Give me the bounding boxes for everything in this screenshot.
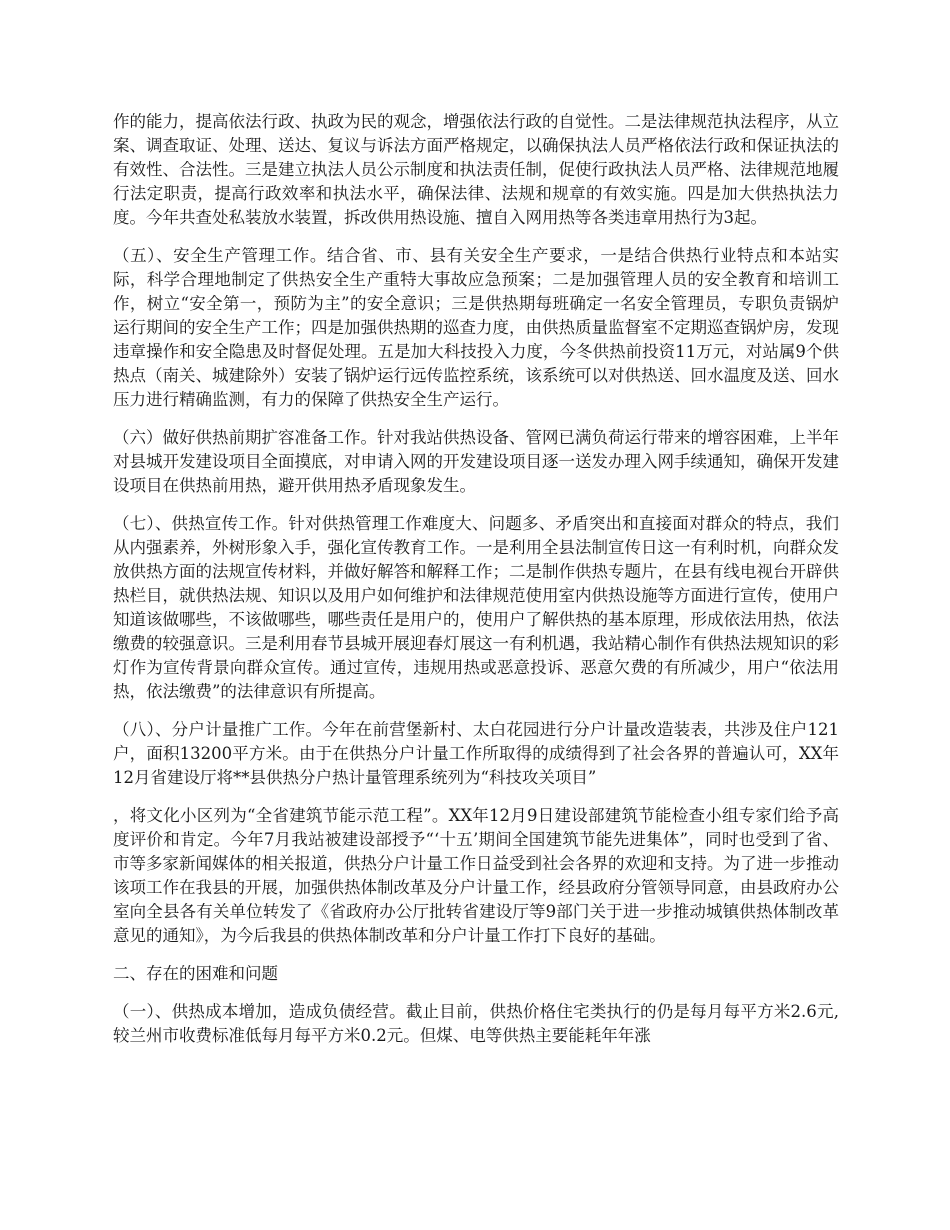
paragraph-metering-continued: ，将文化小区列为“全省建筑节能示范工程”。XX年12月9日建设部建筑节能检查小组专家们给予高度评价和肯定。今年7月我站被建设部授予“‘十五’期间全国建筑节能先进集体”，同时也受到了省、市等多家新闻媒体的相关报道，供热分户计量工作日益受到社会各界的欢迎和支持。为了进一步推动该项工作在我县的开展，加强供热体制改革及分户计量工作，经县政府分管领导同意，由县政府办公室向全县各有关单位转发了《省政府办公厅批转省建设厅等9部门关于进一步推动城镇供热体制改革意见的通知》，为今后我县的供热体制改革和分户计量工作打下良好的基础。: [113, 806, 839, 945]
paragraph-law-enforcement: 作的能力，提高依法行政、执政为民的观念，增强依法行政的自觉性。二是法律规范执法程序，从立案、调查取证、处理、送达、复议与诉法方面严格规定，以确保执法人员严格依法行政和保证执法的有效性、合法性。三是建立执法人员公示制度和执法责任制，促使行政执法人员严格、法律规范地履行法定职责，提高行政效率和执法水平，确保法律、法规和规章的有效实施。四是加大供热执法力度。今年共查处私装放水装置，拆改供用热设施、擅自入网用热等各类违章用热行为3起。: [113, 112, 839, 227]
paragraph-safety-management: （五）、安全生产管理工作。结合省、市、县有关安全生产要求，一是结合供热行业特点和本站实际，科学合理地制定了供热安全生产重特大事故应急预案；二是加强管理人员的安全教育和培训工作，树立“安全第一，预防为主”的安全意识；三是供热期每班确定一名安全管理员，专职负责锅炉运行期间的安全生产工作；四是加强供热期的巡查力度，由供热质量监督室不定期巡查锅炉房，发现违章操作和安全隐患及时督促处理。五是加大科技投入力度，今冬供热前投资11万元，对站属9个供热点（南关、城建除外）安装了锅炉运行远传监控系统，该系统可以对供热送、回水温度及送、回水压力进行精确监测，有力的保障了供热安全生产运行。: [113, 246, 839, 409]
paragraph-metering-promotion: （八）、分户计量推广工作。今年在前营堡新村、太白花园进行分户计量改造装表，共涉及住户121户，面积13200平方米。由于在供热分户计量工作所取得的成绩得到了社会各界的普遍认可，XX年12月省建设厅将**县供热分户热计量管理系统列为“科技攻关项目”: [113, 720, 839, 787]
document-page: [113, 110, 839, 1062]
paragraph-capacity-preparation: （六）做好供热前期扩容准备工作。针对我站供热设备、管网已满负荷运行带来的增容困难，上半年对县城开发建设项目全面摸底，对申请入网的开发建设项目逐一送发办理入网手续通知，确保开发建设项目在供热前用热，避开供用热矛盾现象发生。: [113, 428, 839, 495]
paragraph-publicity: （七）、供热宣传工作。针对供热管理工作难度大、问题多、矛盾突出和直接面对群众的特点，我们从内强素养，外树形象入手，强化宣传教育工作。一是利用全县法制宣传日这一有利时机，向群众发放供热方面的法规宣传材料，并做好解答和解释工作；二是制作供热专题片，在县有线电视台开辟供热栏目，就供热法规、知识以及用户如何维护和法律规范使用室内供热设施等方面进行宣传，使用户知道该做哪些，不该做哪些，哪些责任是用户的，使用户了解供热的基本原理，形成依法用热，依法缴费的较强意识。三是利用春节县城开展迎春灯展这一有利机遇，我站精心制作有供热法规知识的彩灯作为宣传背景向群众宣传。通过宣传，违规用热或恶意投诉、恶意欠费的有所减少，用户“依法用热，依法缴费”的法律意识有所提高。: [113, 514, 839, 701]
section-heading-difficulties: 二、存在的困难和问题: [113, 964, 278, 983]
paragraph-cost-increase: （一）、供热成本增加，造成负债经营。截止目前，供热价格住宅类执行的仍是每月每平方米2.6元,较兰州市收费标准低每月每平方米0.2元。但煤、电等供热主要能耗年年涨: [113, 1002, 839, 1045]
